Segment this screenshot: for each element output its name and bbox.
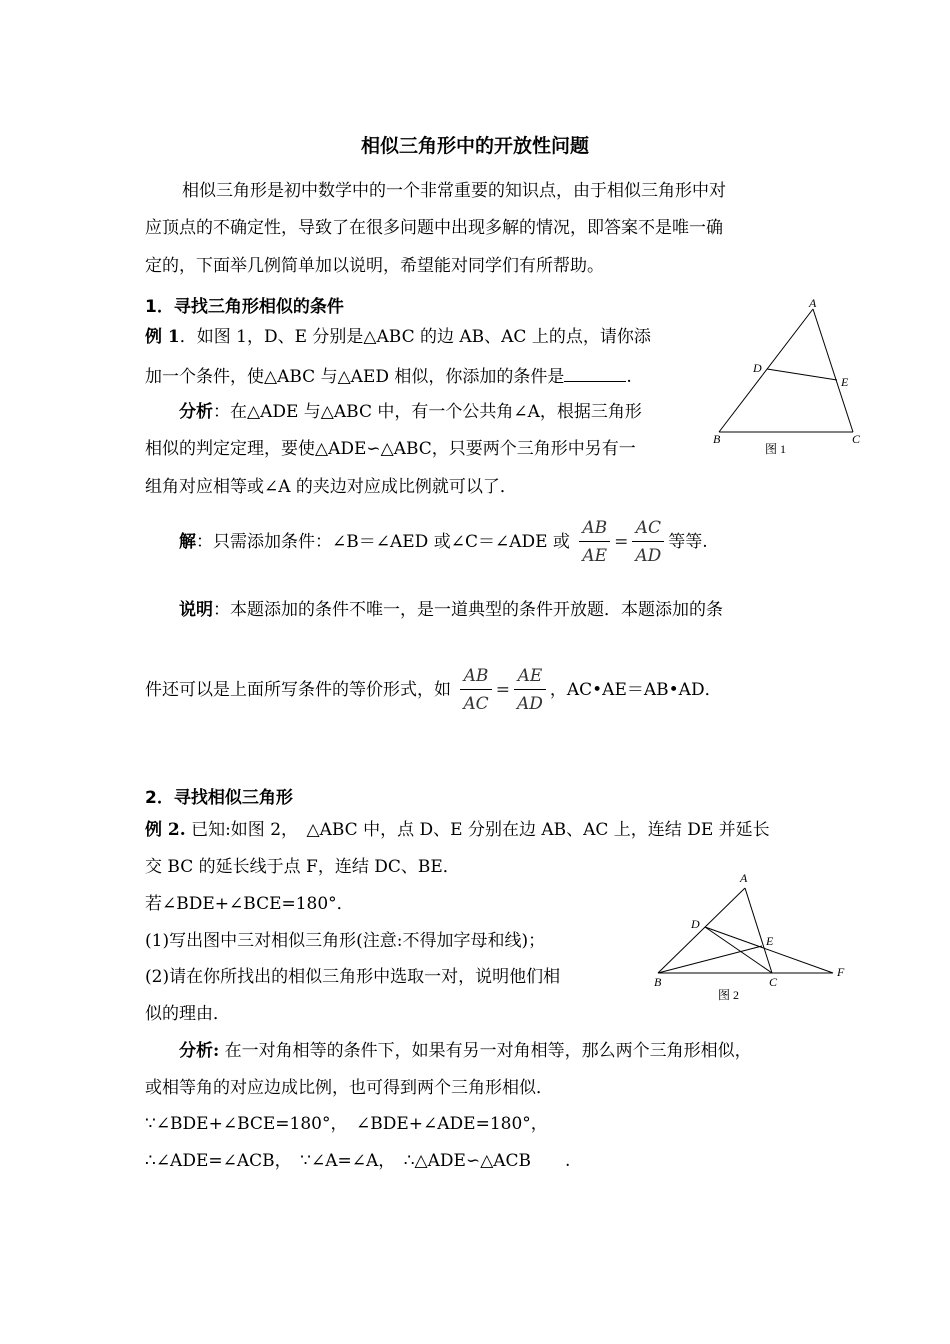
fig1-label-e: E [841,375,849,389]
example1-line-2 [145,365,632,387]
example2-condition: 若∠BDE+∠BCE=180°． [145,894,354,914]
fig2-label-a: A [740,871,748,885]
fig2-label-c: C [769,975,778,989]
analysis1-label: 分析 [179,402,213,422]
solution-label: 解 [179,532,196,552]
fig2-segment-be [658,946,762,973]
example2-label: 例 2. [145,820,186,840]
fig1-label-a: A [809,296,817,310]
note-text-1: ：本题添加的条件不唯一，是一道典型的条件开放题．本题添加的条 [213,600,723,620]
question-2-line-1: (2)请在你所找出的相似三角形中选取一对，说明他们相 [145,967,561,987]
fig2-side-ac [745,888,772,973]
question-1: (1)写出图中三对相似三角形(注意:不得加字母和线)； [145,931,546,951]
analysis2-line-1 [179,1041,752,1061]
analysis1-text-1: ：在△ADE 与△ABC 中，有一个公共角∠A，根据三角形 [213,402,642,422]
fig2-label-b: B [654,975,662,989]
fig1-side-ac [813,309,853,432]
analysis1-line-2: 相似的判定定理，要使△ADE∽△ABC，只要两个三角形中另有一 [145,439,636,459]
solution1 [179,515,708,570]
fig2-label-f: F [837,965,845,979]
example1-period: . [626,367,632,387]
note-fraction-1: $\frac{AB}{AC}$ [460,663,491,718]
solution-tail: 等等. [668,532,708,552]
fig1-label-d: D [753,361,762,375]
analysis2-text-1: 在一对角相等的条件下，如果有另一对角相等，那么两个三角形相似， [219,1041,752,1061]
fig1-label-b: B [713,432,721,446]
figure-2 [645,860,860,1010]
note-equals: = [495,680,510,700]
intro-line-2: 应顶点的不确定性，导致了在很多问题中出现多解的情况，即答案不是唯一确 [145,218,723,238]
example2-line-1 [145,820,770,840]
figure-1 [705,295,870,460]
solution-equals: = [614,532,629,552]
page-title: 相似三角形中的开放性问题 [360,135,589,157]
solution-text: ：只需添加条件：∠B＝∠AED 或∠C＝∠ADE 或 [196,532,570,552]
note-label: 说明 [179,600,213,620]
note1-line-2 [145,663,722,718]
example1-label: 例 1 [145,327,180,347]
fig2-side-ab [658,888,745,973]
solution-fraction-2: $\frac{AC}{AD}$ [632,515,664,570]
example1-text-1: ．如图 1，D、E 分别是△ABC 的边 AB、AC 上的点，请你添 [179,327,651,347]
proof-line-1: ∵∠BDE+∠BCE=180°， ∠BDE+∠ADE=180°， [145,1114,548,1134]
analysis1-line-3: 组角对应相等或∠A 的夹边对应成比例就可以了． [145,477,517,497]
example1-text-2: 加一个条件，使△ABC 与△AED 相似，你添加的条件是 [145,367,565,387]
fig1-side-ab [719,309,813,432]
section1-heading: 1．寻找三角形相似的条件 [145,297,344,317]
fig2-label-e: E [766,934,774,948]
answer-blank[interactable] [564,365,626,382]
solution-fraction-1: $\frac{AB}{AE}$ [579,515,610,570]
fig1-label-c: C [852,432,861,446]
fig1-caption: 图 1 [765,442,787,456]
example2-text-1: 已知:如图 2， △ABC 中，点 D、E 分别在边 AB、AC 上，连结 DE 并延长 [185,820,770,840]
fig1-segment-de [767,369,837,380]
note-text-2: 件还可以是上面所写条件的等价形式，如 [145,680,451,700]
note-tail: ，AC•AE＝AB•AD． [549,680,722,700]
analysis1-line-1 [179,402,642,422]
example1-line-1 [145,327,651,347]
note1-line-1 [179,600,723,620]
analysis2-label: 分析: [179,1041,220,1061]
note-fraction-2: $\frac{AE}{AD}$ [514,663,546,718]
fig2-label-d: D [691,917,700,931]
example2-line-2: 交 BC 的延长线于点 F，连结 DC、BE． [145,857,460,877]
proof-line-2: ∴∠ADE=∠ACB， ∵∠A=∠A， ∴△ADE∽△ACB . [145,1151,571,1171]
intro-line-3: 定的，下面举几例简单加以说明，希望能对同学们有所帮助。 [145,256,604,276]
fig2-caption: 图 2 [718,988,740,1002]
analysis2-line-2: 或相等角的对应边成比例，也可得到两个三角形相似． [145,1078,553,1098]
section2-heading: 2．寻找相似三角形 [145,788,293,808]
question-2-line-2: 似的理由． [145,1004,230,1024]
fig2-segment-dc [705,927,772,973]
intro-line-1: 相似三角形是初中数学中的一个非常重要的知识点，由于相似三角形中对 [182,181,726,201]
